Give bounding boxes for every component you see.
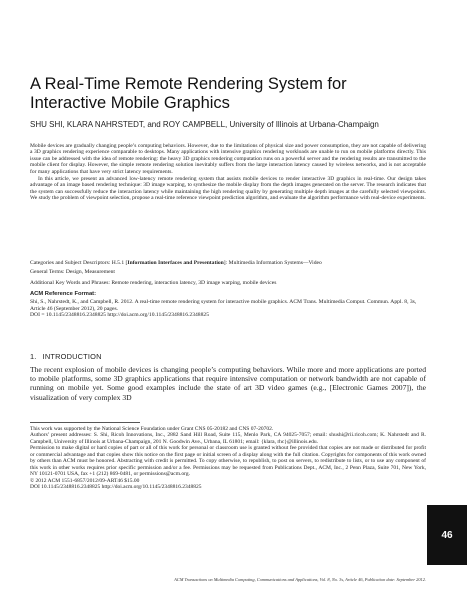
footnotes — [30, 426, 426, 491]
general-terms-line: General Terms: Design, Measurement — [30, 269, 115, 275]
acm-reference-heading: ACM Reference Format: — [30, 291, 97, 297]
categories-bold: Information Interfaces and Presentation — [127, 260, 224, 266]
section-title: INTRODUCTION — [42, 352, 102, 361]
acm-reference-doi: DOI = 10.1145/2348816.2348825 http://doi.acm.org/10.1145/2348816.2348825 — [30, 312, 209, 318]
categories-line — [30, 260, 426, 267]
footnote-copyright: © 2012 ACM 1551-6857/2012/09-ART46 $15.00 — [30, 477, 140, 484]
acm-reference-body — [30, 299, 426, 319]
footnote-addresses: Authors’ present addresses: S. Shi, Ricoh Innovations, Inc., 2882 Sand Hill Road, Suite 115, Menlo Park, CA 94025-7057; email: shushi@rii.ricoh.com; K. Nahrstedt and R. Campbell, University of Illinois at Urbana-Champaign, 201 N. Goodwin Ave., Urbana, IL 61801; email: {klara, rhc}@illinois.edu. — [30, 432, 426, 445]
author-line: SHU SHI, KLARA NAHRSTEDT, and ROY CAMPBELL, University of Illinois at Urbana-Champaign — [30, 120, 379, 129]
footnote-funding: This work was supported by the National Science Foundation under Grant CNS 05-20182 and CNS 07-20702. — [30, 426, 274, 432]
page-number-tab: 46 — [427, 505, 467, 565]
footnote-doi: DOI 10.1145/2348816.2348825 http://doi.acm.org/10.1145/2348816.2348825 — [30, 484, 202, 491]
introduction-body — [30, 365, 426, 402]
keywords-line: Additional Key Words and Phrases: Remote rendering, interaction latency, 3D image warping, mobile devices — [30, 280, 277, 286]
footnote-divider — [30, 422, 140, 423]
footnote-permissions: Permission to make digital or hard copies of part or all of this work for personal or classroom use is granted without fee provided that copies are not made or distributed for profit or commercial advantage and that copies show this notice on the first page or initial screen of a display along with the full citation. Copyrights for components of this work owned by others than ACM must be honored. Abstracting with credit is permitted. To copy otherwise, to republish, to post on servers, to redistribute to lists, or to use any component of this work in other works requires prior specific permission and/or a fee. Permissions may be requested from Publications Dept., ACM, Inc., 2 Penn Plaza, Suite 701, New York, NY 10121-0701 USA, fax +1 (212) 869-0481, or permissions@acm.org. — [30, 445, 426, 478]
section-heading-introduction — [30, 352, 102, 361]
paper-title: A Real-Time Remote Rendering System for Interactive Mobile Graphics — [30, 75, 347, 112]
categories-prefix: Categories and Subject Descriptors: H.5.1 [ — [30, 260, 128, 266]
running-footer: ACM Transactions on Multimedia Computing, Communications and Applications, Vol. 8, No. 3s, Article 46, Publication date: September 2012. — [174, 577, 426, 582]
acm-reference-text: Shi, S., Nahrstedt, K., and Campbell, R. 2012. A real-time remote rendering system for interactive mobile graphics. ACM Trans. Multimedia Comput. Commun. Appl. 8, 3s, Article 46 (September 2012), 20 pages. — [30, 299, 417, 312]
abstract-paragraph-2: In this article, we present an advanced low-latency remote rendering system that assists mobile devices to render interactive 3D graphics in real-time. Our design takes advantage of an image based rendering technique: 3D image warping, to synthesize the mobile display from the depth images generated on the server. The research indicates that the system can successfully reduce the interaction latency while maintaining the high rendering quality by generating multiple depth images at the carefully selected viewpoints. We study the problem of viewpoint selection, propose a real-time reference viewpoint prediction algorithm, and evaluate the algorithm performance with real-device experiments. — [30, 175, 426, 202]
abstract-paragraph-1: Mobile devices are gradually changing people’s computing behaviors. However, due to the limitations of physical size and power consumption, they are not capable of delivering a 3D graphics rendering experience comparable to desktops. Many applications with intensive graphics rendering workloads are unable to run on mobile platforms directly. This issue can be addressed with the idea of remote rendering: the heavy 3D graphics rendering computation runs on a powerful server and the rendering results are transmitted to the mobile client for display. However, the simple remote rendering solution inevitably suffers from the large interaction latency caused by wireless networks, and is not acceptable for many applications that have very strict latency requirements. — [30, 143, 426, 175]
abstract — [30, 143, 426, 202]
section-number: 1. — [30, 352, 37, 361]
categories-suffix: ]: Multimedia Information Systems—Video — [223, 260, 322, 266]
introduction-paragraph: The recent explosion of mobile devices is changing people’s computing behaviors. While more and more applications are ported to mobile platforms, some 3D graphics applications that require intensive computation or network bandwidth are not capable of running on mobile yet. Some good examples include the state of art 3D video games (e.g., [Electronic Games 2007]), the visualization of very complex 3D — [30, 365, 426, 402]
